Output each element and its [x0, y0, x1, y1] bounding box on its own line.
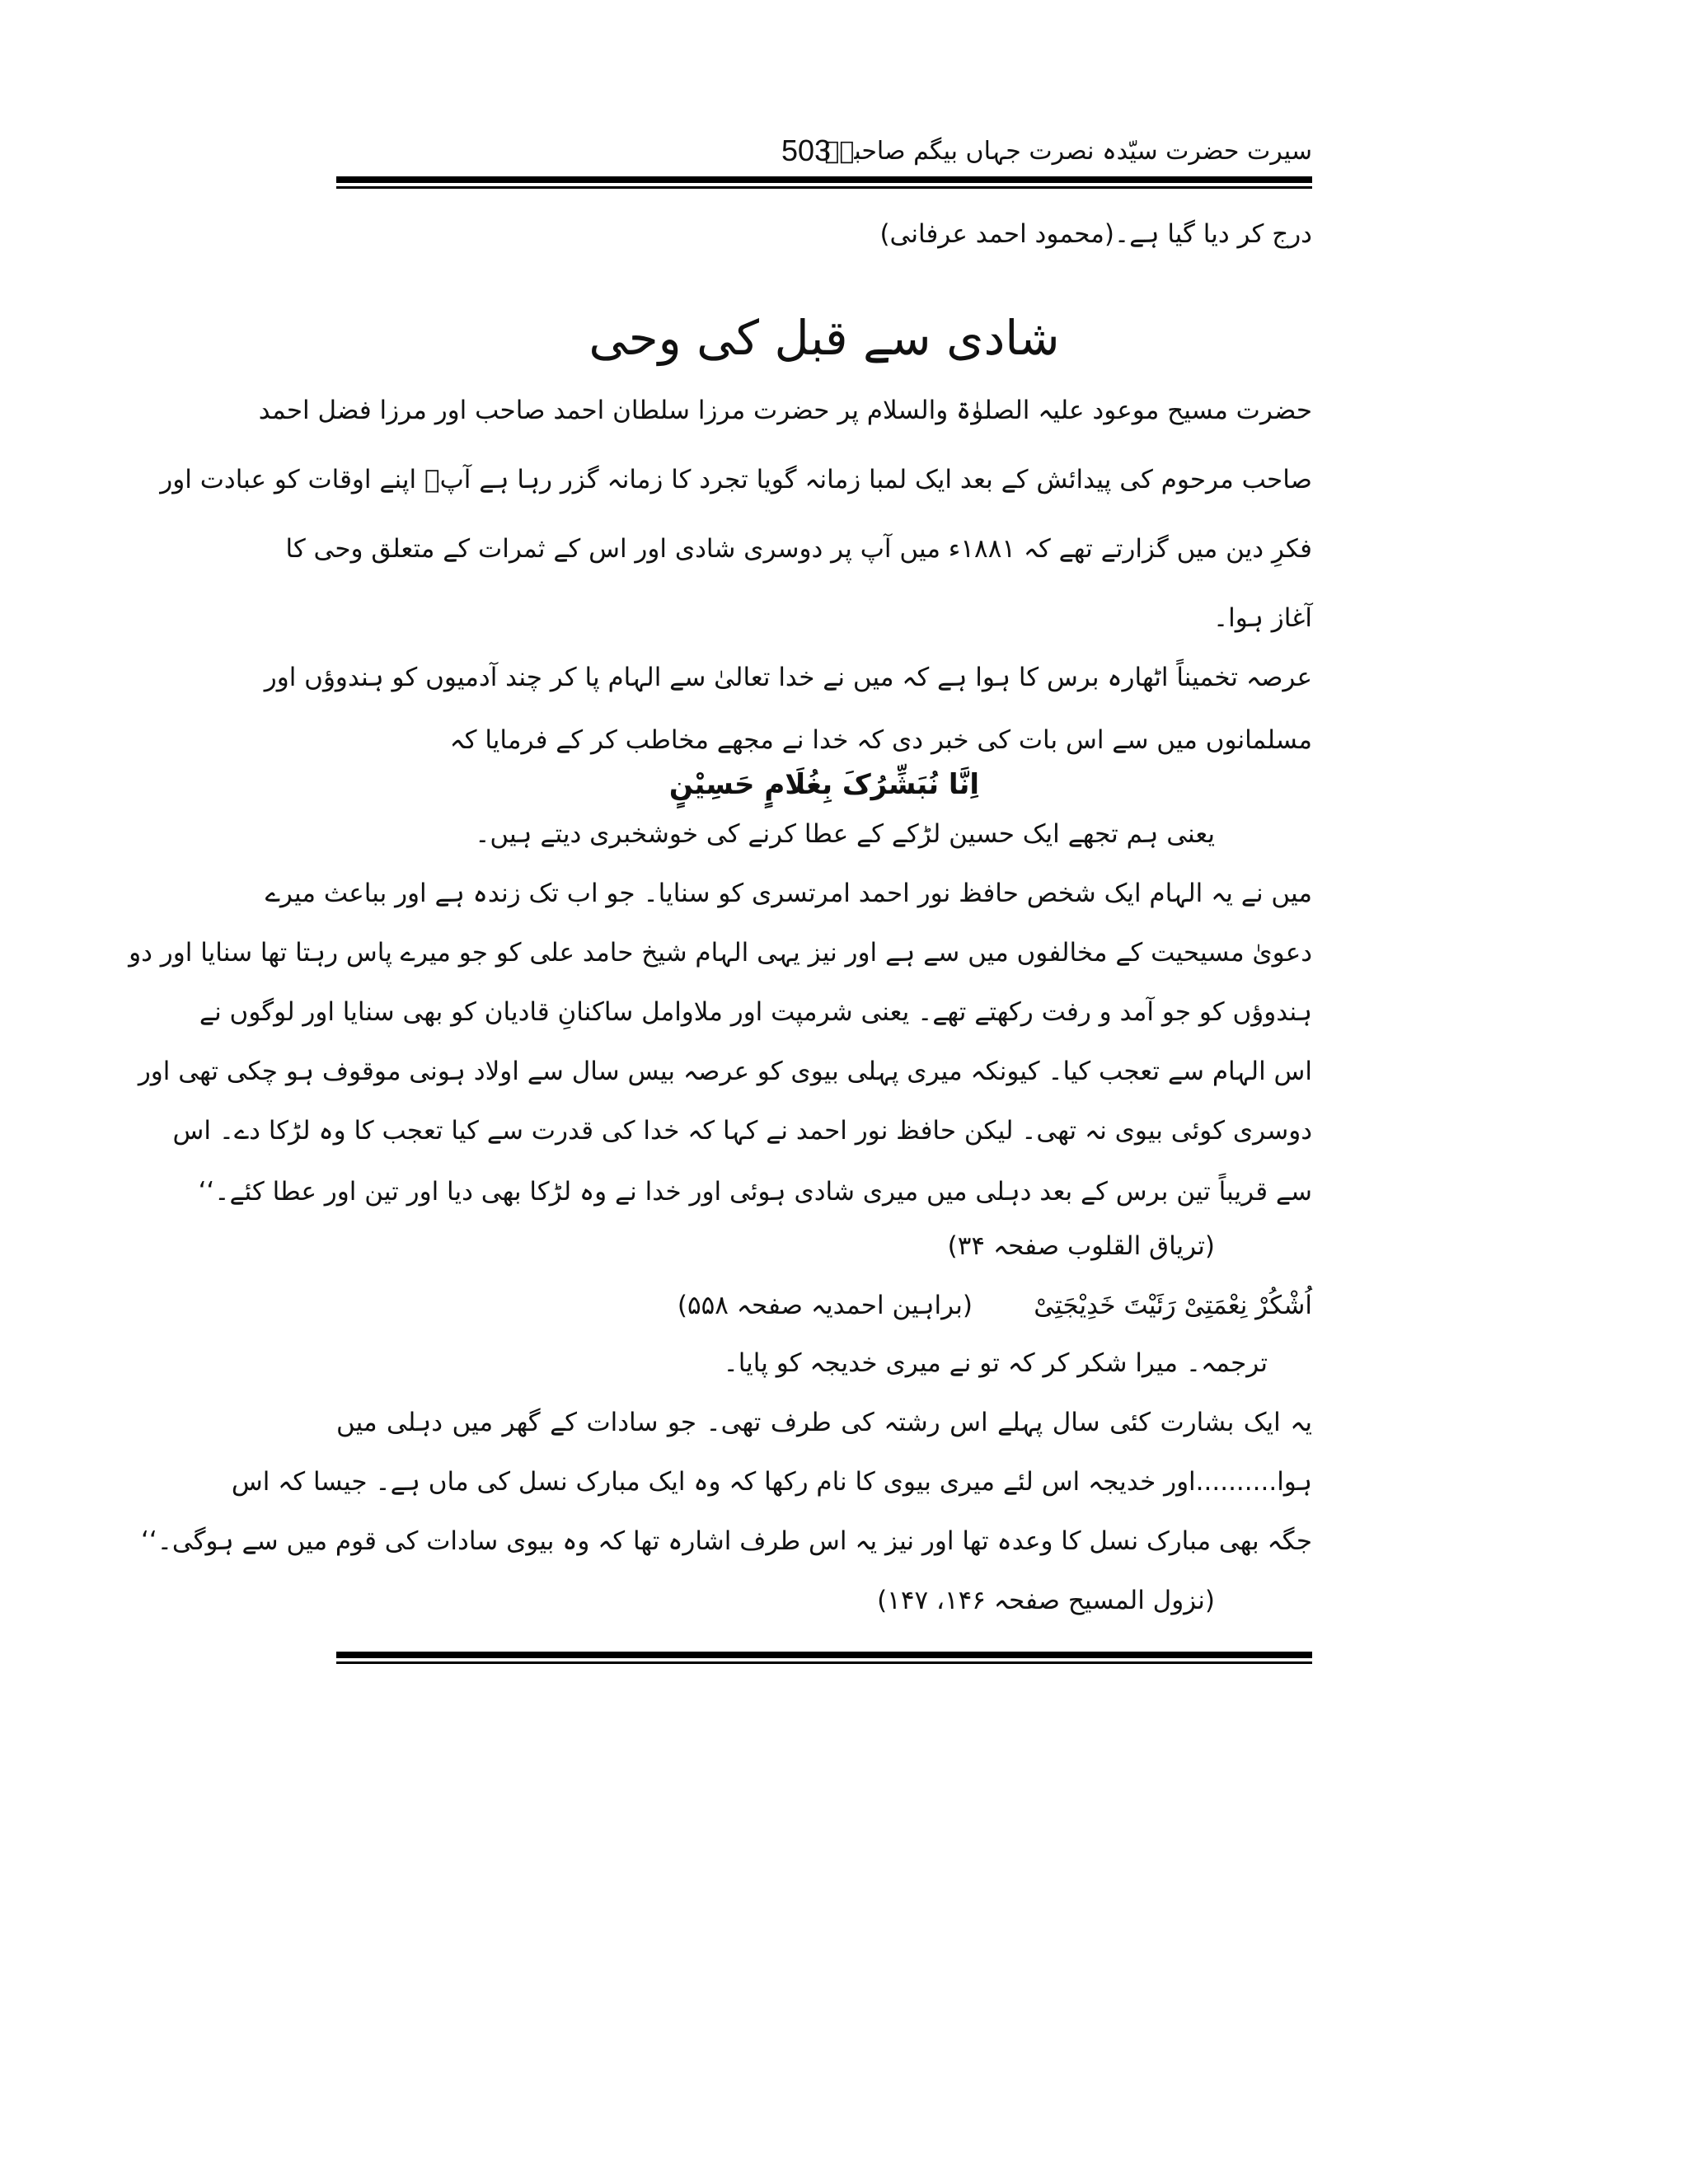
paragraph3-line1: میں نے یہ الہام ایک شخص حافظ نور احمد امرتسری کو سنایا۔ جو اب تک زندہ ہے اور بباعث میرے [265, 879, 1312, 908]
arabic-quote: اِنَّا نُبَشِّرُکَ بِغُلَامٍ حَسِیْنٍ [668, 768, 980, 801]
paragraph3-line6: سے قریباً تین برس کے بعد دہلی میں میری شادی ہوئی اور خدا نے وہ لڑکا بھی دیا اور تین اور عطا کئے۔‘‘ [198, 1177, 1312, 1207]
section-heading: شادی سے قبل کی وحی [588, 310, 1060, 366]
reference1: (تریاق القلوب صفحہ ۳۴) [947, 1231, 1215, 1261]
reference2: (براہین احمدیہ صفحہ ۵۵۸) [677, 1291, 973, 1320]
page-header [336, 124, 1312, 181]
header-rule-thick [336, 176, 1312, 183]
arabic-quote2: اُشْکُرْ نِعْمَتِیْ رَئَیْتَ خَدِیْجَتِیْ [1034, 1291, 1312, 1320]
translation2: ترجمہ۔ میرا شکر کر کہ تو نے میری خدیجہ کو پایا۔ [723, 1348, 1268, 1378]
paragraph4-line2: ہوا..........اور خدیجہ اس لئے میری بیوی کا نام رکھا کہ وہ ایک مبارک نسل کی ماں ہے۔ جیسا کہ اس [231, 1467, 1312, 1497]
intro-line: درج کر دیا گیا ہے۔(محمود احمد عرفانی) [879, 219, 1312, 249]
paragraph4-line1: یہ ایک بشارت کئی سال پہلے اس رشتہ کی طرف تھی۔ جو سادات کے گھر میں دہلی میں [336, 1408, 1312, 1437]
paragraph1-line1: حضرت مسیح موعود علیہ الصلوٰۃ والسلام پر حضرت مرزا سلطان احمد صاحب اور مرزا فضل احمد [258, 396, 1312, 425]
paragraph2-line1: عرصہ تخمیناً اٹھارہ برس کا ہوا ہے کہ میں نے خدا تعالیٰ سے الہام پا کر چند آدمیوں کو ہندوؤں اور [264, 663, 1312, 692]
page-number: 503 [781, 134, 832, 167]
paragraph1-line2: صاحب مرحوم کی پیدائش کے بعد ایک لمبا زمانہ گویا تجرد کا زمانہ گزر رہا ہے آپؑ اپنے اوقات کو عبادت اور [160, 465, 1312, 494]
translation1: یعنی ہم تجھے ایک حسین لڑکے کے عطا کرنے کی خوشخبری دیتے ہیں۔ [475, 819, 1215, 849]
paragraph1-line3: فکرِ دین میں گزارتے تھے کہ ۱۸۸۱ء میں آپ پر دوسری شادی اور اس کے ثمرات کے متعلق وحی کا [285, 534, 1312, 564]
paragraph1-line4: آغاز ہوا۔ [1212, 603, 1312, 633]
header-rule-thin [336, 186, 1312, 189]
paragraph3-line2: دعویٰ مسیحیت کے مخالفوں میں سے ہے اور نیز یہی الہام شیخ حامد علی کو جو میرے پاس رہتا تھا سنایا اور دو [129, 938, 1312, 968]
reference3: (نزول المسیح صفحہ ۱۴۶، ۱۴۷) [877, 1586, 1215, 1615]
paragraph3-line5: دوسری کوئی بیوی نہ تھی۔ لیکن حافظ نور احمد نے کہا کہ خدا کی قدرت سے کیا تعجب کا وہ لڑکا دے۔ اس [172, 1116, 1312, 1146]
footer-rule-thin [336, 1661, 1312, 1664]
paragraph4-line3: جگہ بھی مبارک نسل کا وعدہ تھا اور نیز یہ اس طرف اشارہ تھا کہ وہ بیوی سادات کی قوم میں سے ہوگی۔‘‘ [141, 1526, 1312, 1556]
footer-rule-thick [336, 1652, 1312, 1658]
paragraph2-line2: مسلمانوں میں سے اس بات کی خبر دی کہ خدا نے مجھے مخاطب کر کے فرمایا کہ [449, 725, 1312, 755]
paragraph3-line3: ہندوؤں کو جو آمد و رفت رکھتے تھے۔ یعنی شرمپت اور ملاوامل ساکنانِ قادیان کو بھی سنایا اور لوگوں نے [199, 997, 1312, 1027]
paragraph3-line4: اس الہام سے تعجب کیا۔ کیونکہ میری پہلی بیوی کو عرصہ بیس سال سے اولاد ہونی موقوف ہو چکی تھی اور [138, 1057, 1312, 1086]
running-title: سیرت حضرت سیّدہ نصرت جہاں بیگم صاحبہؓ [824, 137, 1312, 166]
